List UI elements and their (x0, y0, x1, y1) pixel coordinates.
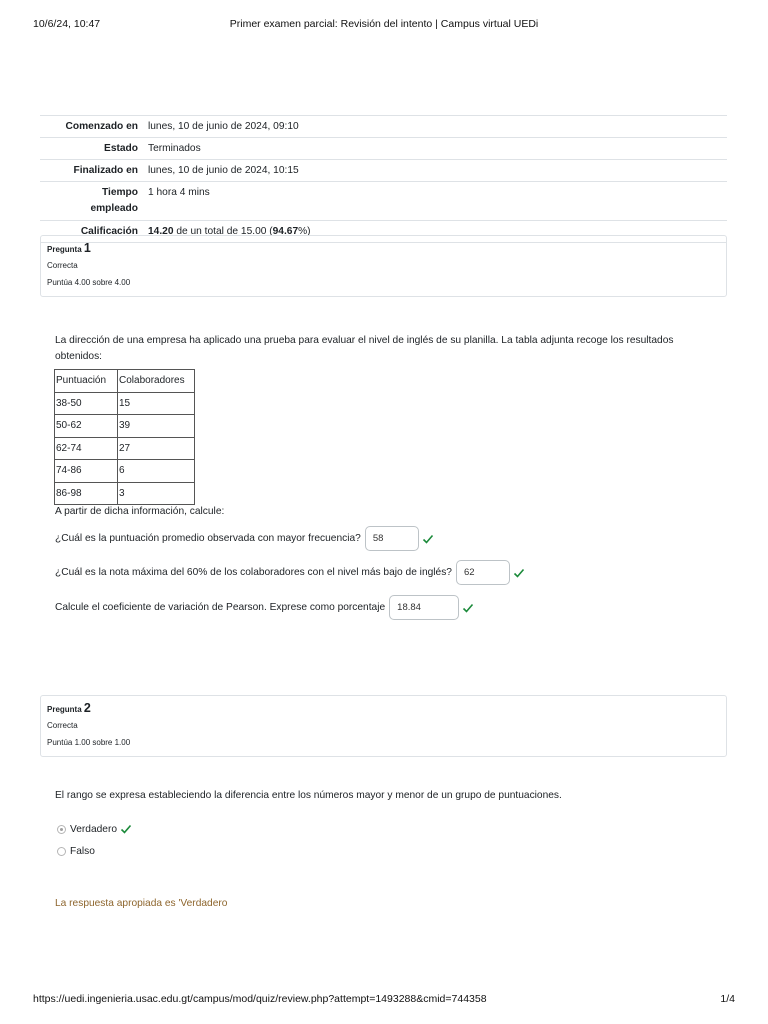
question-1-info (40, 235, 727, 297)
radio-true[interactable] (57, 825, 66, 834)
question-1-intro-line1: La dirección de una empresa ha aplicado una prueba para evaluar el nivel de inglés de su planilla. La tabla adjunta recoge los resultados (55, 335, 674, 346)
table-cell: 3 (118, 482, 195, 505)
summary-time-label (40, 185, 144, 217)
print-datetime: 10/6/24, 10:47 (33, 18, 101, 30)
subquestion-3 (55, 595, 474, 620)
summary-started-label: Comenzado en (65, 121, 138, 132)
subquestion-3-text: Calcule el coeficiente de variación de Pearson. Exprese como porcentaje (55, 602, 386, 613)
table-row (55, 437, 195, 460)
print-header (33, 18, 735, 32)
question-2-grade: Puntúa 1.00 sobre 1.00 (47, 738, 131, 747)
table-cell: 74-86 (55, 460, 118, 483)
table-cell: 50-62 (55, 415, 118, 438)
summary-time-label-line2: empleado (90, 203, 138, 214)
table-row (55, 460, 195, 483)
table-cell: 27 (118, 437, 195, 460)
subquestion-1-text: ¿Cuál es la puntuación promedio observada con mayor frecuencia? (55, 533, 361, 544)
summary-row-finished (40, 160, 727, 182)
subquestion-2-text: ¿Cuál es la nota máxima del 60% de los colaboradores con el nivel más bajo de inglés? (55, 567, 452, 578)
print-page-number: 1/4 (720, 993, 735, 1005)
summary-row-state (40, 138, 727, 160)
summary-finished-label: Finalizado en (73, 165, 138, 176)
question-1-text (55, 333, 735, 364)
question-2-label: Pregunta (47, 705, 82, 714)
question-2-num: 2 (83, 701, 91, 715)
check-icon (462, 602, 474, 614)
question-1-label: Pregunta (47, 245, 82, 254)
table-cell: 6 (118, 460, 195, 483)
question-2-text: El rango se expresa estableciendo la diferencia entre los números mayor y menor de un grupo de puntuaciones. (55, 790, 562, 801)
question-1-intro-line2: obtenidos: (55, 350, 103, 362)
grade-mid: de un total de 15.00 ( (173, 226, 273, 237)
subquestion-2-answer-field[interactable]: 62 (456, 560, 510, 585)
table-row (55, 392, 195, 415)
grade-score: 14.20 (148, 226, 174, 237)
subquestion-1-answer-field[interactable]: 58 (365, 526, 419, 551)
summary-finished-value: lunes, 10 de junio de 2024, 10:15 (148, 165, 299, 176)
check-icon (422, 533, 434, 545)
table-header-row (55, 370, 195, 393)
table-cell: 39 (118, 415, 195, 438)
table-row (55, 482, 195, 505)
option-true-label: Verdadero (70, 823, 118, 835)
option-true[interactable] (57, 823, 132, 835)
subquestion-3-answer-field[interactable]: 18.84 (389, 595, 459, 620)
summary-time-value: 1 hora 4 mins (148, 187, 210, 198)
question-2-number (47, 701, 720, 715)
table-header-score: Puntuación (55, 370, 118, 393)
table-header-collaborators: Colaboradores (118, 370, 195, 393)
question-2-state: Correcta (47, 721, 78, 730)
attempt-summary-table (40, 115, 727, 243)
option-false-label: Falso (70, 846, 95, 857)
question-2-info (40, 695, 727, 757)
check-icon (513, 567, 525, 579)
summary-grade-label: Calificación (80, 226, 138, 237)
question-2-feedback: La respuesta apropiada es 'Verdadero (55, 898, 228, 909)
print-footer (33, 993, 735, 1007)
check-icon (120, 823, 132, 835)
results-table (54, 369, 195, 505)
summary-state-value: Terminados (148, 143, 201, 154)
table-row (55, 415, 195, 438)
table-cell: 38-50 (55, 392, 118, 415)
grade-end: %) (298, 226, 311, 237)
question-1-state: Correcta (47, 261, 78, 270)
question-1-num: 1 (83, 241, 91, 255)
print-url: https://uedi.ingenieria.usac.edu.gt/campus/mod/quiz/review.php?attempt=1493288&cmid=744358 (33, 993, 487, 1005)
table-cell: 15 (118, 392, 195, 415)
summary-state-label: Estado (104, 143, 138, 154)
question-1-prompt: A partir de dicha información, calcule: (55, 506, 225, 517)
subquestion-1 (55, 526, 434, 551)
grade-percent: 94.67 (272, 226, 299, 237)
option-false[interactable] (57, 846, 95, 857)
subquestion-2 (55, 560, 525, 585)
table-cell: 86-98 (55, 482, 118, 505)
summary-row-started (40, 116, 727, 138)
summary-started-value: lunes, 10 de junio de 2024, 09:10 (148, 121, 299, 132)
radio-false[interactable] (57, 847, 66, 856)
summary-row-time (40, 182, 727, 221)
question-1-number (47, 241, 720, 255)
summary-time-label-line1: Tiempo (101, 187, 138, 198)
table-cell: 62-74 (55, 437, 118, 460)
question-1-grade: Puntúa 4.00 sobre 4.00 (47, 278, 131, 287)
print-page-title: Primer examen parcial: Revisión del intento | Campus virtual UEDi (229, 18, 539, 30)
